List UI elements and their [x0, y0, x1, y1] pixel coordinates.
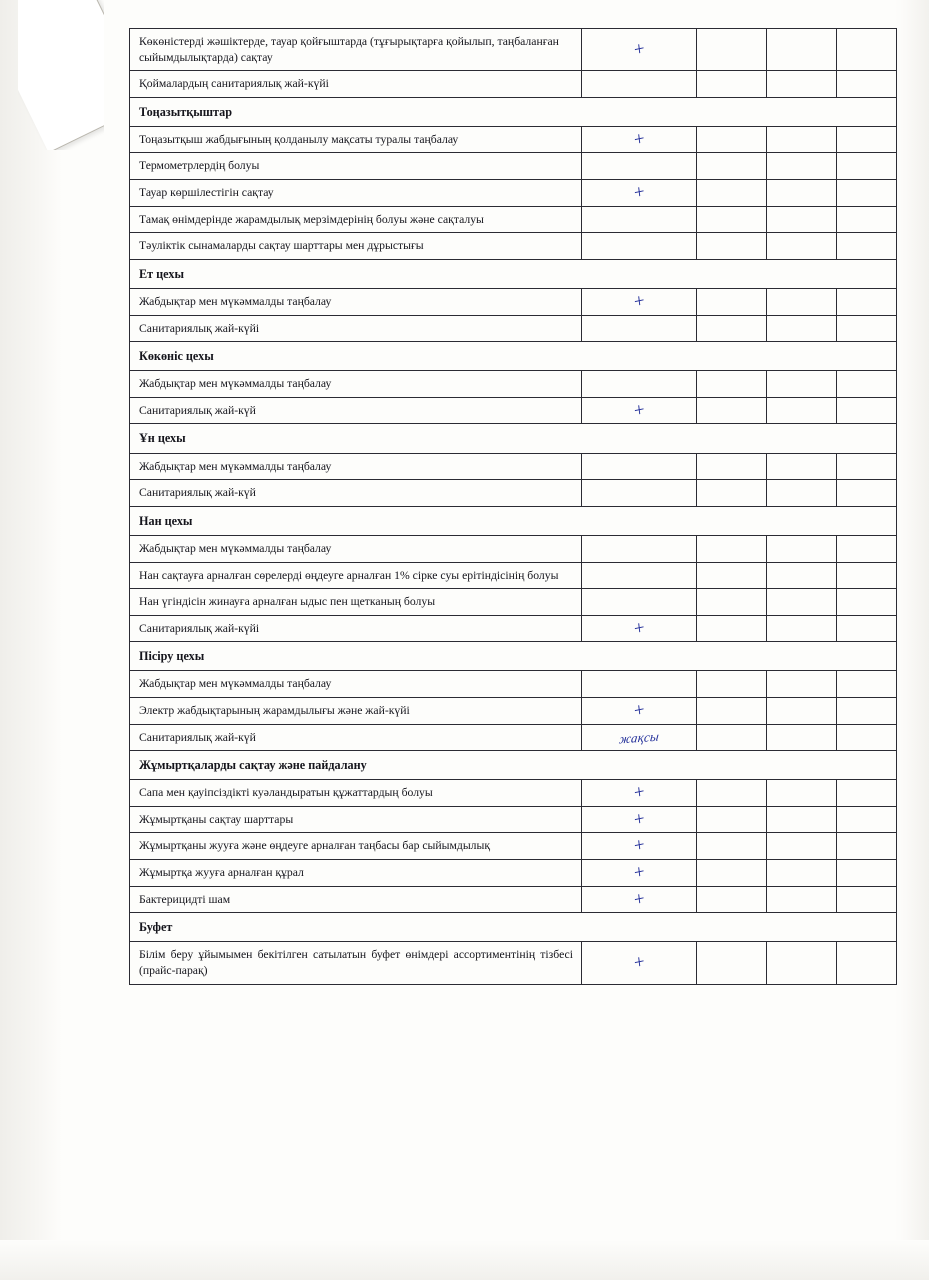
checkmark-cell[interactable] — [767, 942, 837, 984]
checkmark-cell[interactable] — [837, 942, 897, 984]
checkmark-cell[interactable] — [697, 886, 767, 913]
handwritten-checkmark: + — [632, 834, 646, 858]
checkmark-cell[interactable] — [697, 480, 767, 507]
section-heading-cell — [130, 751, 897, 780]
checkmark-cell[interactable] — [582, 233, 697, 260]
section-heading-label: Буфет — [139, 920, 173, 935]
handwritten-checkmark: + — [632, 698, 646, 723]
checkmark-cell[interactable] — [767, 886, 837, 913]
checkmark-cell[interactable] — [697, 535, 767, 562]
section-heading-cell — [130, 342, 897, 371]
checkmark-cell[interactable] — [767, 233, 837, 260]
table-section-row — [130, 97, 897, 126]
checkmark-cell[interactable] — [697, 126, 767, 153]
table-row — [130, 206, 897, 233]
requirement-label-cell — [130, 397, 582, 424]
checkmark-cell[interactable] — [837, 206, 897, 233]
requirement-label: Жабдықтар мен мүкәммалды таңбалау — [139, 294, 332, 308]
checkmark-cell[interactable] — [837, 126, 897, 153]
checkmark-cell[interactable] — [837, 780, 897, 807]
checkmark-cell[interactable] — [837, 397, 897, 424]
requirement-label-cell — [130, 71, 582, 98]
checkmark-cell[interactable] — [767, 671, 837, 698]
checkmark-cell[interactable] — [582, 29, 697, 71]
section-heading-label: Көкөніс цехы — [139, 349, 214, 364]
requirement-label: Санитариялық жай-күй — [139, 730, 256, 744]
checkmark-cell[interactable] — [767, 453, 837, 480]
checkmark-cell[interactable] — [837, 71, 897, 98]
requirement-label-cell — [130, 589, 582, 616]
requirement-label-cell — [130, 535, 582, 562]
checkmark-cell[interactable] — [837, 615, 897, 642]
handwritten-checkmark: + — [632, 860, 646, 885]
checkmark-cell[interactable] — [767, 180, 837, 207]
requirement-label: Нан сақтауға арналған сөрелерді өңдеуге арналған 1% сірке суы ерітіндісінің болуы — [139, 568, 559, 582]
requirement-label: Жұмыртқаны сақтау шарттары — [139, 812, 294, 826]
checkmark-cell[interactable] — [582, 535, 697, 562]
requirement-label: Көкөністерді жәшіктерде, тауар қойғыштарда (тұғырықтарға қойылып, таңбаланған сыйымдылықтарда) сақтау — [139, 35, 559, 64]
checkmark-cell[interactable] — [582, 780, 697, 807]
table-row — [130, 698, 897, 725]
checkmark-cell[interactable] — [697, 71, 767, 98]
requirement-label-cell — [130, 315, 582, 342]
table-row — [130, 233, 897, 260]
handwritten-note: жақсы — [618, 728, 660, 747]
table-row — [130, 453, 897, 480]
requirement-label-cell — [130, 29, 582, 71]
checkmark-cell[interactable] — [767, 615, 837, 642]
checkmark-cell[interactable] — [582, 206, 697, 233]
checkmark-cell[interactable] — [697, 453, 767, 480]
handwritten-checkmark: + — [632, 616, 646, 640]
checkmark-cell[interactable] — [837, 671, 897, 698]
checkmark-cell[interactable] — [697, 671, 767, 698]
checkmark-cell[interactable] — [582, 615, 697, 642]
requirement-label: Тауар көршілестігін сақтау — [139, 186, 274, 200]
checkmark-cell[interactable] — [837, 29, 897, 71]
handwritten-checkmark: + — [632, 807, 646, 831]
handwritten-checkmark: + — [632, 887, 646, 911]
table-row — [130, 315, 897, 342]
table-row — [130, 615, 897, 642]
requirement-label-cell — [130, 806, 582, 833]
requirement-label: Тәуліктік сынамаларды сақтау шарттары мен дұрыстығы — [139, 239, 424, 253]
table-row — [130, 671, 897, 698]
checkmark-cell[interactable] — [697, 724, 767, 751]
checkmark-cell[interactable] — [697, 860, 767, 887]
handwritten-checkmark: + — [632, 127, 646, 151]
checkmark-cell[interactable] — [767, 371, 837, 398]
checkmark-cell[interactable] — [582, 288, 697, 315]
table-row — [130, 71, 897, 98]
checkmark-cell[interactable] — [767, 562, 837, 589]
checkmark-cell[interactable] — [582, 806, 697, 833]
checkmark-cell[interactable] — [582, 698, 697, 725]
checkmark-cell[interactable] — [837, 371, 897, 398]
requirement-label: Санитариялық жай-күй — [139, 403, 256, 417]
checkmark-cell[interactable] — [837, 288, 897, 315]
requirement-label-cell — [130, 153, 582, 180]
table-row — [130, 288, 897, 315]
checkmark-cell[interactable] — [582, 942, 697, 984]
table-row — [130, 780, 897, 807]
inspection-checklist-table — [129, 28, 897, 985]
handwritten-checkmark: + — [632, 37, 646, 61]
checkmark-cell[interactable] — [837, 724, 897, 751]
requirement-label: Сапа мен қауіпсіздікті куәландыратын құжаттардың болуы — [139, 786, 433, 800]
checkmark-cell[interactable] — [582, 371, 697, 398]
table-section-row — [130, 342, 897, 371]
checkmark-cell[interactable] — [697, 206, 767, 233]
checkmark-cell[interactable] — [837, 180, 897, 207]
table-body — [130, 29, 897, 985]
requirement-label-cell — [130, 780, 582, 807]
table-row — [130, 833, 897, 860]
table-section-row — [130, 642, 897, 671]
table-row — [130, 942, 897, 984]
checkmark-cell[interactable] — [697, 698, 767, 725]
handwritten-checkmark: + — [632, 289, 646, 314]
requirement-label: Бактерицидті шам — [139, 892, 231, 906]
scan-bottom-shadow — [0, 1240, 929, 1280]
checkmark-cell[interactable] — [697, 153, 767, 180]
section-heading-label: Жұмыртқаларды сақтау және пайдалану — [139, 758, 367, 773]
checkmark-cell[interactable] — [837, 806, 897, 833]
table-row — [130, 480, 897, 507]
checkmark-cell[interactable] — [767, 126, 837, 153]
requirement-label-cell — [130, 615, 582, 642]
requirement-label-cell — [130, 724, 582, 751]
table-section-row — [130, 913, 897, 942]
checkmark-cell[interactable] — [837, 698, 897, 725]
requirement-label-cell — [130, 453, 582, 480]
table-row — [130, 806, 897, 833]
checkmark-cell[interactable] — [697, 371, 767, 398]
checkmark-cell[interactable] — [697, 806, 767, 833]
requirement-label: Білім беру ұйымымен бекітілген сатылатын буфет өнімдері ассортиментінің тізбесі (прайс-парақ) — [139, 948, 573, 977]
checkmark-cell[interactable] — [837, 535, 897, 562]
checkmark-cell[interactable] — [582, 724, 697, 751]
requirement-label: Жабдықтар мен мүкәммалды таңбалау — [139, 377, 332, 391]
checkmark-cell[interactable] — [767, 860, 837, 887]
checkmark-cell[interactable] — [582, 671, 697, 698]
table-section-row — [130, 259, 897, 288]
section-heading-cell — [130, 642, 897, 671]
checkmark-cell[interactable] — [697, 29, 767, 71]
section-heading-label: Нан цехы — [139, 513, 193, 528]
table-section-row — [130, 424, 897, 453]
table-row — [130, 126, 897, 153]
section-heading-cell — [130, 424, 897, 453]
requirement-label-cell — [130, 126, 582, 153]
checkmark-cell[interactable] — [582, 180, 697, 207]
table-section-row — [130, 751, 897, 780]
checkmark-cell[interactable] — [697, 615, 767, 642]
requirement-label: Термометрлердің болуы — [139, 159, 260, 173]
table-row — [130, 397, 897, 424]
checkmark-cell[interactable] — [837, 480, 897, 507]
requirement-label-cell — [130, 206, 582, 233]
requirement-label-cell — [130, 371, 582, 398]
checkmark-cell[interactable] — [767, 315, 837, 342]
checkmark-cell[interactable] — [837, 562, 897, 589]
table-row — [130, 535, 897, 562]
checkmark-cell[interactable] — [582, 153, 697, 180]
requirement-label-cell — [130, 671, 582, 698]
checkmark-cell[interactable] — [582, 886, 697, 913]
requirement-label: Тоңазытқыш жабдығының қолданылу мақсаты туралы таңбалау — [139, 132, 459, 146]
checkmark-cell[interactable] — [582, 126, 697, 153]
checkmark-cell[interactable] — [697, 315, 767, 342]
checkmark-cell[interactable] — [837, 233, 897, 260]
checkmark-cell[interactable] — [697, 180, 767, 207]
requirement-label: Жұмыртқаны жууға және өңдеуге арналған таңбасы бар сыйымдылық — [139, 839, 491, 853]
requirement-label-cell — [130, 288, 582, 315]
section-heading-cell — [130, 259, 897, 288]
table-row — [130, 589, 897, 616]
checkmark-cell[interactable] — [767, 780, 837, 807]
table-section-row — [130, 506, 897, 535]
table-row — [130, 886, 897, 913]
checkmark-cell[interactable] — [582, 833, 697, 860]
requirement-label: Қоймалардың санитариялық жай-күйі — [139, 77, 329, 91]
checkmark-cell[interactable] — [837, 153, 897, 180]
scan-left-shadow — [0, 0, 62, 1280]
section-heading-label: Ет цехы — [139, 266, 184, 281]
table-row — [130, 153, 897, 180]
checkmark-cell[interactable] — [767, 833, 837, 860]
requirement-label-cell — [130, 833, 582, 860]
checkmark-cell[interactable] — [582, 480, 697, 507]
requirement-label-cell — [130, 480, 582, 507]
checkmark-cell[interactable] — [837, 886, 897, 913]
requirement-label: Жұмыртқа жууға арналған құрал — [139, 866, 304, 880]
checkmark-cell[interactable] — [767, 71, 837, 98]
requirement-label-cell — [130, 860, 582, 887]
handwritten-checkmark: + — [632, 781, 646, 805]
requirement-label-cell — [130, 562, 582, 589]
checkmark-cell[interactable] — [767, 29, 837, 71]
requirement-label: Электр жабдықтарының жарамдылығы және жай-күйі — [139, 704, 410, 717]
checkmark-cell[interactable] — [582, 453, 697, 480]
table-row — [130, 562, 897, 589]
checkmark-cell[interactable] — [697, 942, 767, 984]
checkmark-cell[interactable] — [837, 315, 897, 342]
section-heading-cell — [130, 506, 897, 535]
requirement-label: Жабдықтар мен мүкәммалды таңбалау — [139, 677, 332, 691]
checkmark-cell[interactable] — [837, 453, 897, 480]
checkmark-cell[interactable] — [837, 860, 897, 887]
requirement-label: Санитариялық жай-күй — [139, 486, 256, 500]
checkmark-cell[interactable] — [837, 833, 897, 860]
checkmark-cell[interactable] — [837, 589, 897, 616]
table-row — [130, 371, 897, 398]
checkmark-cell[interactable] — [697, 397, 767, 424]
checkmark-cell[interactable] — [697, 562, 767, 589]
scan-right-shadow — [895, 0, 929, 1280]
checkmark-cell[interactable] — [582, 562, 697, 589]
checkmark-cell[interactable] — [767, 288, 837, 315]
section-heading-label: Тоңазытқыштар — [139, 104, 233, 119]
table-row — [130, 29, 897, 71]
checkmark-cell[interactable] — [582, 589, 697, 616]
section-heading-cell — [130, 913, 897, 942]
checkmark-cell[interactable] — [582, 397, 697, 424]
checkmark-cell[interactable] — [767, 698, 837, 725]
checkmark-cell[interactable] — [767, 589, 837, 616]
checkmark-cell[interactable] — [697, 589, 767, 616]
requirement-label: Нан үгіндісін жинауға арналған ыдыс пен щетканың болуы — [139, 595, 436, 609]
section-heading-cell — [130, 97, 897, 126]
requirement-label-cell — [130, 233, 582, 260]
handwritten-checkmark: + — [632, 180, 646, 205]
table-row — [130, 180, 897, 207]
requirement-label: Тамақ өнімдерінде жарамдылық мерзімдерінің болуы және сақталуы — [139, 212, 484, 226]
requirement-label-cell — [130, 698, 582, 725]
checkmark-cell[interactable] — [697, 288, 767, 315]
table-row — [130, 724, 897, 751]
checkmark-cell[interactable] — [582, 860, 697, 887]
requirement-label-cell — [130, 942, 582, 984]
requirement-label: Жабдықтар мен мүкәммалды таңбалау — [139, 459, 332, 473]
section-heading-label: Пісіру цехы — [139, 649, 205, 664]
requirement-label-cell — [130, 886, 582, 913]
checkmark-cell[interactable] — [767, 480, 837, 507]
requirement-label: Санитариялық жай-күйі — [139, 621, 260, 635]
checkmark-cell[interactable] — [767, 153, 837, 180]
handwritten-checkmark: + — [632, 398, 646, 422]
checkmark-cell[interactable] — [582, 315, 697, 342]
checkmark-cell[interactable] — [767, 535, 837, 562]
checkmark-cell[interactable] — [697, 233, 767, 260]
checkmark-cell[interactable] — [767, 206, 837, 233]
handwritten-checkmark: + — [632, 951, 646, 975]
checkmark-cell[interactable] — [582, 71, 697, 98]
checkmark-cell[interactable] — [767, 397, 837, 424]
table-row — [130, 860, 897, 887]
checkmark-cell[interactable] — [767, 806, 837, 833]
checkmark-cell[interactable] — [697, 780, 767, 807]
checkmark-cell[interactable] — [697, 833, 767, 860]
requirement-label: Санитариялық жай-күйі — [139, 321, 260, 335]
folded-page-corner — [18, 0, 104, 150]
requirement-label-cell — [130, 180, 582, 207]
requirement-label: Жабдықтар мен мүкәммалды таңбалау — [139, 541, 332, 555]
checkmark-cell[interactable] — [767, 724, 837, 751]
section-heading-label: Ұн цехы — [139, 431, 186, 446]
